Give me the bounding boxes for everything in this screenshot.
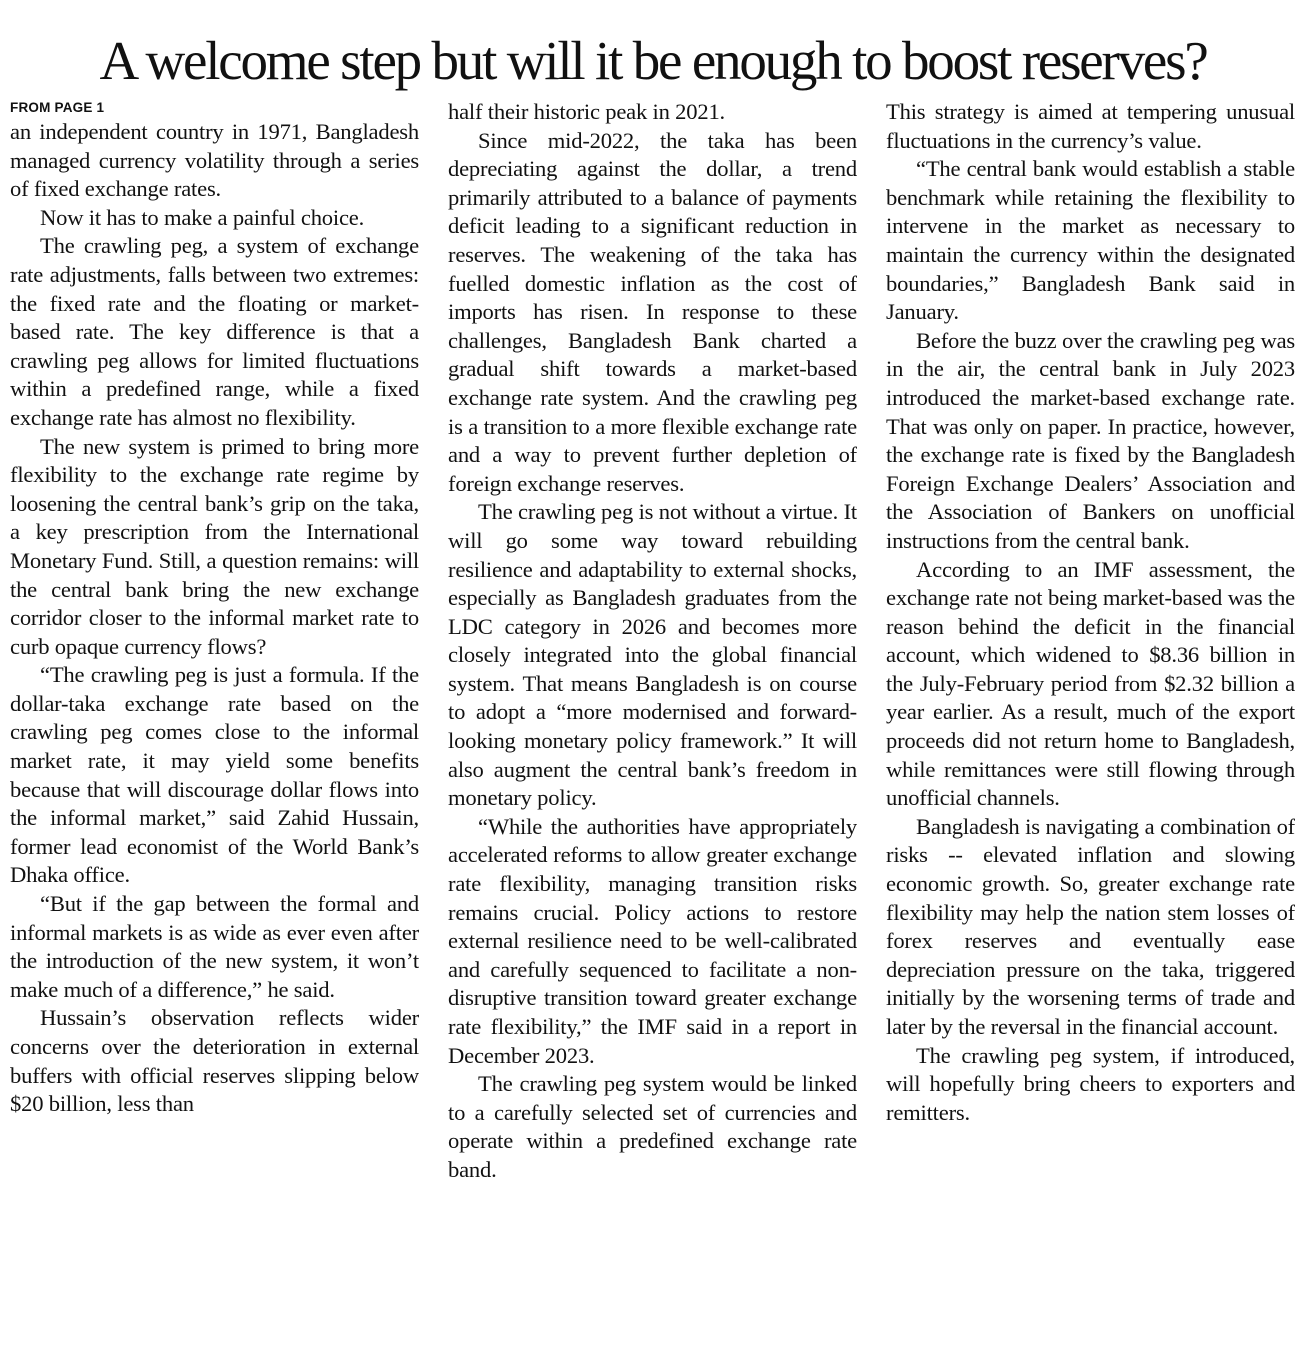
paragraph: The crawling peg system, if introduced, will hopefully bring cheers to exporters and remitters. [886, 1042, 1295, 1125]
paragraph: The crawling peg system would be linked to a carefully selected set of currencies and operate within a predefined exchange rate band. [448, 1071, 857, 1182]
paragraph: The new system is primed to bring more flexibility to the exchange rate regime by loosening the central bank’s grip on the taka, a key prescription from the International Monetary Fund. Still, a question remains: will the central bank bring the new exchange corridor closer to the informal market rate to curb opaque currency flows? [10, 433, 419, 659]
paragraph: Bangladesh is navigating a combination of risks -- elevated inflation and slowing economic growth. So, greater exchange rate flexibility may help the nation stem losses of forex reserves and eventually ease depreciation pressure on the taka, triggered initially by the worsening terms of trade and later by the reversal in the financial account. [886, 813, 1295, 1039]
kicker: FROM PAGE 1 [10, 100, 105, 115]
paragraph: Before the buzz over the crawling peg was in the air, the central bank in July 2023 introduced the market-based exchange rate. That was only on paper. In practice, however, the exchange rate is fixed by the Bangladesh Foreign Exchange Dealers’ Association and the Association of Bankers on unofficial instructions from the central bank. [886, 327, 1295, 553]
article-column-2 [448, 98, 857, 1360]
paragraph: This strategy is aimed at tempering unusual fluctuations in the currency’s value. [886, 99, 1295, 153]
paragraph: half their historic peak in 2021. [448, 99, 726, 124]
article-column-3 [886, 98, 1295, 1360]
paragraph: Hussain’s observation reflects wider concerns over the deterioration in external buffers with official reserves slipping below $20 billion, less than [10, 1005, 419, 1117]
article-column-1 [10, 98, 419, 1360]
paragraph: “The central bank would establish a stable benchmark while retaining the flexibility to intervene in the market as necessary to maintain the currency within the designated boundaries,” Bangladesh Bank said in January. [886, 156, 1295, 325]
paragraph: an independent country in 1971, Bangladesh managed currency volatility through a series of fixed exchange rates. [10, 119, 419, 202]
headline: A welcome step but will it be enough to boost reserves? [99, 30, 1207, 91]
paragraph: The crawling peg, a system of exchange rate adjustments, falls between two extremes: the fixed rate and the floating or market-based rate. The key difference is that a crawling peg allows for limited fluctuations within a predefined range, while a fixed exchange rate has almost no flexibility. [10, 233, 419, 430]
paragraph: Now it has to make a painful choice. [40, 204, 365, 230]
paragraph: “While the authorities have appropriately accelerated reforms to allow greater exchange rate flexibility, managing transition risks remains crucial. Policy actions to restore external resilience need to be well-calibrated and carefully sequenced to facilitate a non-disruptive transition toward greater exchange rate flexibility,” the IMF said in a report in December 2023. [448, 813, 857, 1068]
paragraph: “But if the gap between the formal and informal markets is as wide as ever even after the introduction of the new system, it won’t make much of a difference,” he said. [10, 891, 419, 1002]
paragraph: The crawling peg is not without a virtue. It will go some way toward rebuilding resilience and adaptability to external shocks, especially as Bangladesh graduates from the LDC category in 2026 and becomes more closely integrated into the global financial system. That means Bangladesh is on course to adopt a “more modernised and forward-looking monetary policy framework.” It will also augment the central bank’s freedom in monetary policy. [448, 499, 857, 811]
paragraph: “The crawling peg is just a formula. If the dollar-taka exchange rate based on the crawling peg comes close to the informal market rate, it may yield some benefits because that will discourage dollar flows into the informal market,” said Zahid Hussain, former lead economist of the World Bank’s Dhaka office. [10, 662, 419, 888]
paragraph: Since mid-2022, the taka has been depreciating against the dollar, a trend primarily attributed to a balance of payments deficit leading to a significant reduction in reserves. The weakening of the taka has fuelled domestic inflation as the cost of imports has risen. In response to these challenges, Bangladesh Bank charted a gradual shift towards a market-based exchange rate system. And the crawling peg is a transition to a more flexible exchange rate and a way to prevent further depletion of foreign exchange reserves. [448, 127, 857, 496]
paragraph: According to an IMF assessment, the exchange rate not being market-based was the reason behind the deficit in the financial account, which widened to $8.36 billion in the July-February period from $2.32 billion a year earlier. As a result, much of the export proceeds did not return home to Bangladesh, while remittances were still flowing through unofficial channels. [886, 556, 1295, 811]
